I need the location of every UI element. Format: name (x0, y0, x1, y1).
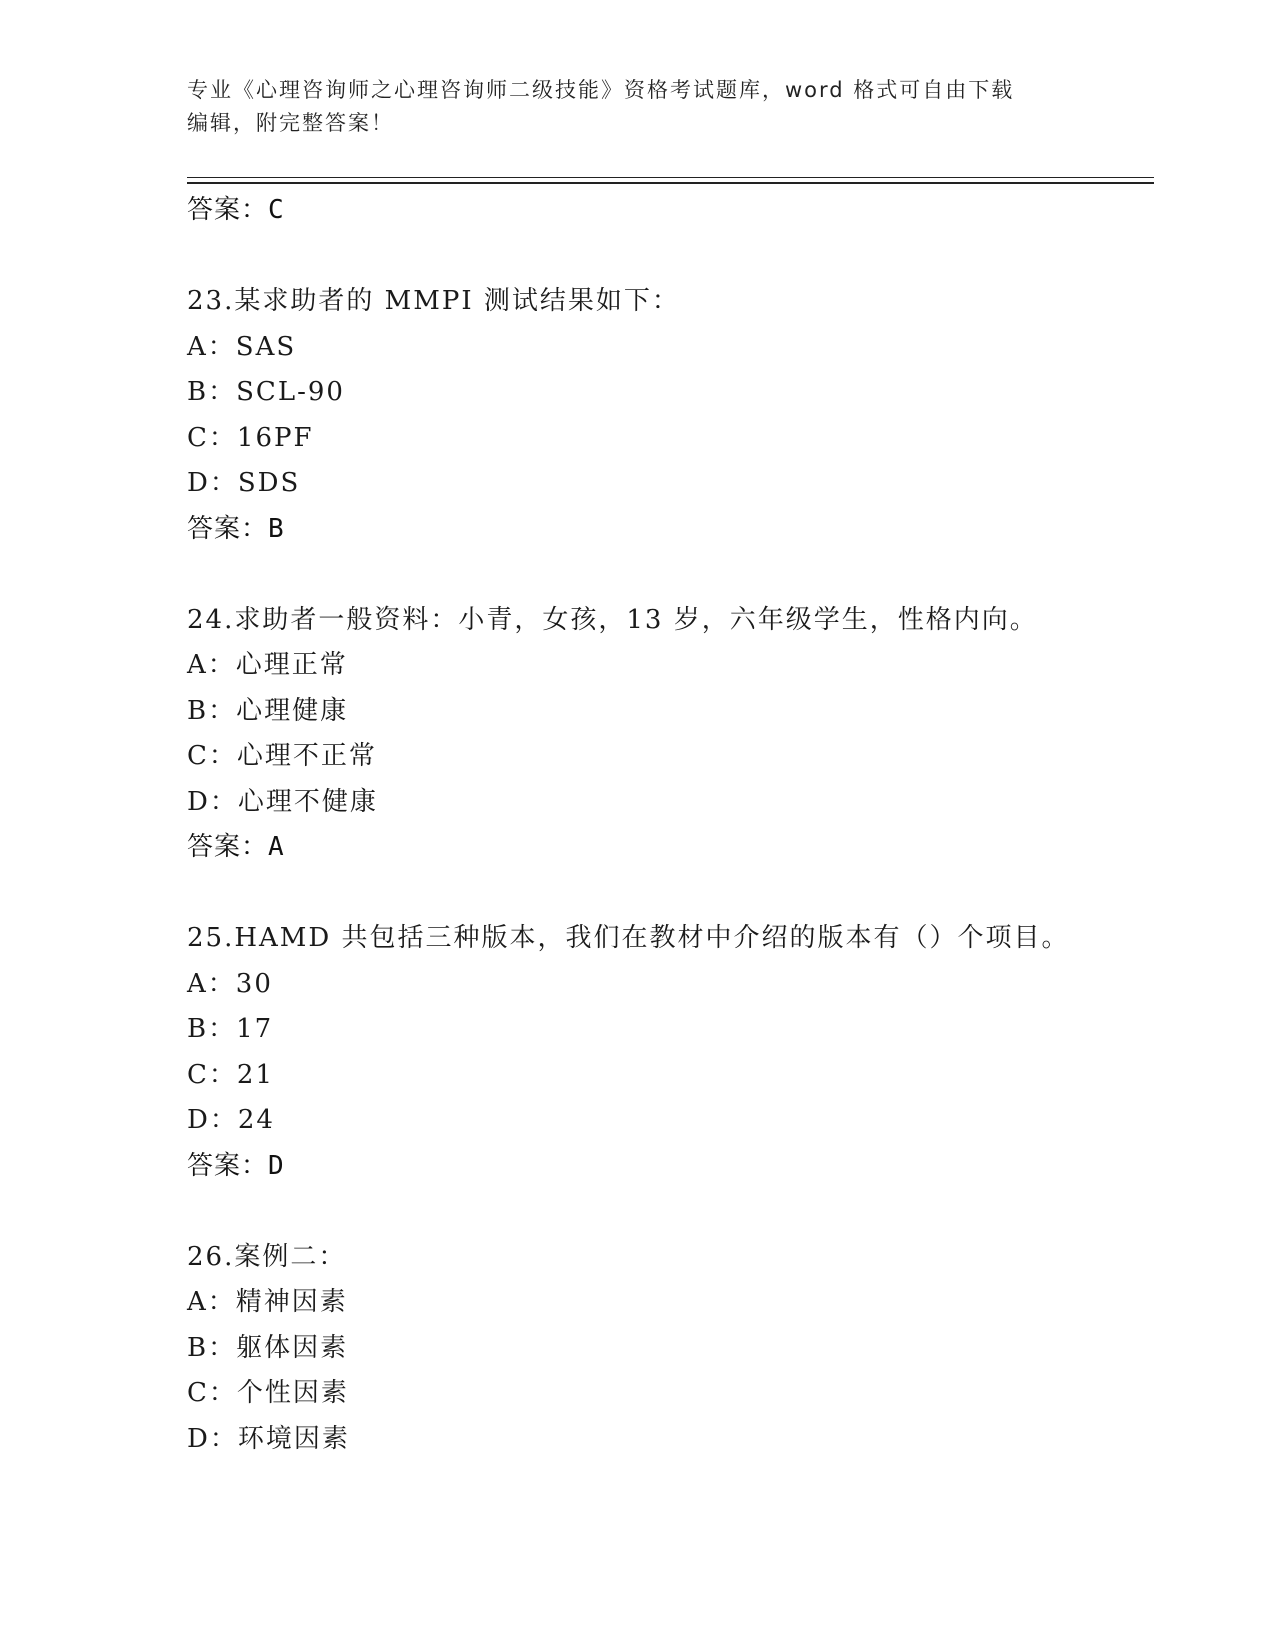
option-label: C： (187, 741, 237, 771)
option-label: D： (187, 1105, 238, 1135)
spacer (187, 234, 1147, 280)
option-label: D： (187, 786, 238, 817)
question-list (187, 188, 1147, 1462)
option-d (187, 461, 1147, 507)
option-text: 心理正常 (235, 650, 348, 680)
option-text: 24 (237, 1105, 275, 1135)
spacer (187, 1189, 1147, 1235)
answer-previous: 答案：C (187, 195, 285, 225)
option-label: A： (187, 1287, 236, 1317)
option-c (187, 416, 1147, 462)
option-text: 21 (236, 1059, 274, 1090)
question-stem: 26.案例二： (187, 1241, 347, 1272)
option-text: 环境因素 (237, 1423, 350, 1454)
option-c (187, 1371, 1147, 1417)
option-text: 17 (236, 1014, 274, 1044)
option-b (187, 1007, 1147, 1053)
option-label: A： (187, 331, 236, 362)
option-label: D： (187, 468, 238, 498)
answer: 答案：D (187, 1150, 285, 1181)
question-block-25 (187, 916, 1147, 1189)
option-label: B： (187, 377, 237, 407)
header-line-2: 编辑，附完整答案！ (187, 111, 394, 135)
spacer (187, 871, 1147, 917)
option-text: 心理不正常 (236, 741, 377, 771)
option-text: 16PF (236, 422, 314, 453)
option-b (187, 370, 1147, 416)
option-a (187, 325, 1147, 371)
option-d (187, 1098, 1147, 1144)
document-header (187, 74, 1087, 140)
option-label: D： (187, 1423, 238, 1454)
option-text: 个性因素 (236, 1378, 349, 1408)
option-label: A： (187, 968, 236, 999)
header-divider-thin (187, 177, 1154, 178)
option-b (187, 689, 1147, 735)
option-d (187, 780, 1147, 826)
option-text: 躯体因素 (236, 1332, 349, 1363)
option-label: C： (187, 422, 237, 453)
option-text: SCL-90 (236, 377, 345, 407)
header-divider-thick (187, 182, 1154, 184)
option-text: 精神因素 (235, 1287, 348, 1317)
header-line-1: 专业《心理咨询师之心理咨询师二级技能》资格考试题库，word 格式可自由下载 (187, 78, 1015, 102)
question-block-24 (187, 598, 1147, 871)
option-c (187, 1053, 1147, 1099)
spacer (187, 552, 1147, 598)
option-a (187, 962, 1147, 1008)
option-c (187, 734, 1147, 780)
option-a (187, 643, 1147, 689)
option-text: SAS (235, 331, 297, 362)
option-text: 心理健康 (236, 695, 349, 726)
option-label: B： (187, 1332, 237, 1363)
option-d (187, 1417, 1147, 1463)
option-b (187, 1326, 1147, 1372)
option-label: B： (187, 1014, 237, 1044)
question-stem: 24.求助者一般资料：小青，女孩，13 岁，六年级学生，性格内向。 (187, 604, 1038, 635)
option-text: 心理不健康 (237, 786, 378, 817)
option-a (187, 1280, 1147, 1326)
option-label: B： (187, 695, 237, 726)
option-text: SDS (237, 468, 301, 498)
option-text: 30 (235, 968, 273, 999)
answer: 答案：A (187, 832, 285, 862)
question-stem: 25.HAMD 共包括三种版本，我们在教材中介绍的版本有（）个项目。 (187, 923, 1070, 953)
option-label: C： (187, 1378, 237, 1408)
question-stem: 23.某求助者的 MMPI 测试结果如下： (187, 286, 680, 316)
answer: 答案：B (187, 513, 285, 544)
option-label: A： (187, 650, 236, 680)
question-block-23 (187, 279, 1147, 552)
question-block-26 (187, 1235, 1147, 1463)
option-label: C： (187, 1059, 237, 1090)
